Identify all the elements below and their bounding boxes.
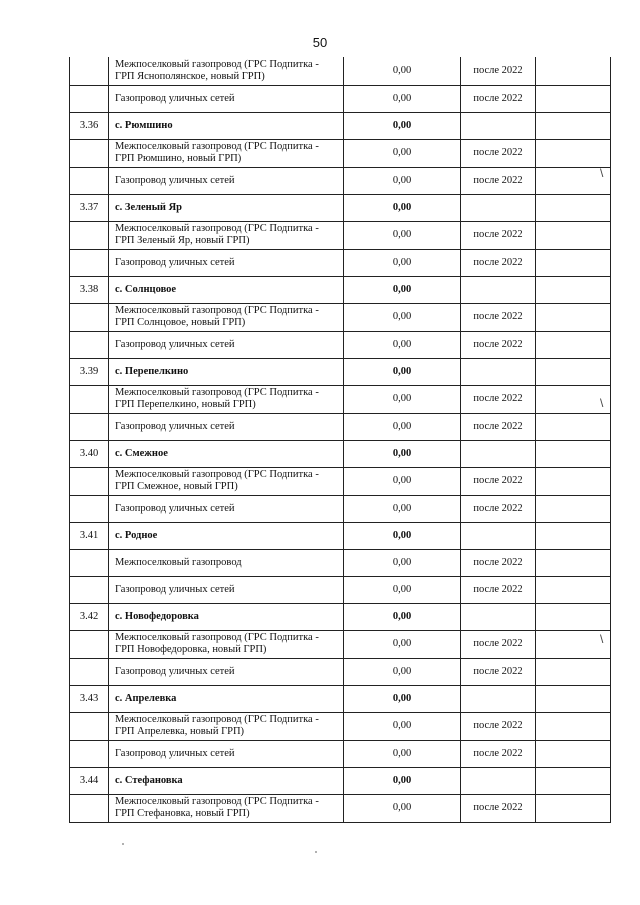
- pipeline-row: [70, 85, 611, 112]
- scan-mark: \: [600, 396, 604, 410]
- row-empty-cell: [536, 139, 611, 167]
- row-value: 0,00: [344, 167, 461, 194]
- row-name: Газопровод уличных сетей: [109, 658, 344, 685]
- row-value: 0,00: [344, 57, 461, 85]
- row-number: 3.43: [70, 685, 109, 712]
- row-name: Межпоселковый газопровод (ГРС Подпитка - ГРП Смежное, новый ГРП): [109, 467, 344, 495]
- pipeline-row: [70, 576, 611, 603]
- pipeline-row: [70, 139, 611, 167]
- row-year: после 2022: [461, 576, 536, 603]
- row-name: Газопровод уличных сетей: [109, 495, 344, 522]
- row-name: Межпоселковый газопровод (ГРС Подпитка - ГРП Новофедоровка, новый ГРП): [109, 630, 344, 658]
- pipeline-row: [70, 467, 611, 495]
- row-year: после 2022: [461, 57, 536, 85]
- settlement-row: [70, 112, 611, 139]
- row-value: 0,00: [344, 85, 461, 112]
- row-empty-cell: [536, 603, 611, 630]
- row-year: после 2022: [461, 630, 536, 658]
- row-name: с. Апрелевка: [109, 685, 344, 712]
- row-number: [70, 467, 109, 495]
- row-number: [70, 221, 109, 249]
- row-year: [461, 440, 536, 467]
- row-empty-cell: [536, 767, 611, 794]
- row-year: после 2022: [461, 413, 536, 440]
- pipeline-row: [70, 385, 611, 413]
- row-value: 0,00: [344, 440, 461, 467]
- row-number: 3.36: [70, 112, 109, 139]
- row-value: 0,00: [344, 276, 461, 303]
- scan-dot: [122, 843, 124, 845]
- row-number: [70, 303, 109, 331]
- pipeline-row: [70, 167, 611, 194]
- settlement-row: [70, 522, 611, 549]
- settlement-row: [70, 358, 611, 385]
- row-name: с. Новофедоровка: [109, 603, 344, 630]
- row-name: Межпоселковый газопровод (ГРС Подпитка - ГРП Перепелкино, новый ГРП): [109, 385, 344, 413]
- row-number: 3.44: [70, 767, 109, 794]
- row-number: 3.42: [70, 603, 109, 630]
- row-value: 0,00: [344, 522, 461, 549]
- pipeline-row: [70, 413, 611, 440]
- settlement-row: [70, 685, 611, 712]
- row-empty-cell: [536, 221, 611, 249]
- row-name: Межпоселковый газопровод: [109, 549, 344, 576]
- row-name: с. Родное: [109, 522, 344, 549]
- row-number: 3.38: [70, 276, 109, 303]
- row-number: [70, 794, 109, 822]
- row-number: [70, 576, 109, 603]
- scan-mark: \: [600, 632, 604, 646]
- settlement-row: [70, 440, 611, 467]
- row-number: [70, 249, 109, 276]
- row-name: Межпоселковый газопровод (ГРС Подпитка - ГРП Стефановка, новый ГРП): [109, 794, 344, 822]
- row-number: [70, 630, 109, 658]
- row-year: после 2022: [461, 167, 536, 194]
- row-value: 0,00: [344, 549, 461, 576]
- scan-dot: [315, 851, 317, 853]
- row-empty-cell: [536, 85, 611, 112]
- row-empty-cell: [536, 249, 611, 276]
- row-year: [461, 112, 536, 139]
- row-empty-cell: [536, 303, 611, 331]
- row-year: [461, 358, 536, 385]
- row-empty-cell: [536, 794, 611, 822]
- row-year: [461, 522, 536, 549]
- pipeline-row: [70, 303, 611, 331]
- row-number: [70, 57, 109, 85]
- row-year: после 2022: [461, 549, 536, 576]
- row-value: 0,00: [344, 331, 461, 358]
- row-empty-cell: [536, 576, 611, 603]
- row-name: с. Зеленый Яр: [109, 194, 344, 221]
- row-number: [70, 740, 109, 767]
- pipeline-row: [70, 331, 611, 358]
- row-value: 0,00: [344, 358, 461, 385]
- row-empty-cell: [536, 194, 611, 221]
- settlement-row: [70, 276, 611, 303]
- row-year: [461, 276, 536, 303]
- row-year: [461, 194, 536, 221]
- row-empty-cell: [536, 276, 611, 303]
- row-number: [70, 85, 109, 112]
- row-value: 0,00: [344, 603, 461, 630]
- row-year: после 2022: [461, 794, 536, 822]
- row-value: 0,00: [344, 249, 461, 276]
- row-number: 3.40: [70, 440, 109, 467]
- row-value: 0,00: [344, 740, 461, 767]
- row-number: [70, 331, 109, 358]
- row-empty-cell: [536, 658, 611, 685]
- row-name: Газопровод уличных сетей: [109, 249, 344, 276]
- row-year: после 2022: [461, 712, 536, 740]
- row-empty-cell: [536, 467, 611, 495]
- pipeline-row: [70, 495, 611, 522]
- row-name: Газопровод уличных сетей: [109, 167, 344, 194]
- row-name: с. Смежное: [109, 440, 344, 467]
- pipeline-row: [70, 249, 611, 276]
- row-empty-cell: [536, 712, 611, 740]
- row-name: Газопровод уличных сетей: [109, 331, 344, 358]
- row-year: после 2022: [461, 249, 536, 276]
- row-empty-cell: [536, 740, 611, 767]
- pipeline-row: [70, 221, 611, 249]
- row-value: 0,00: [344, 712, 461, 740]
- row-year: после 2022: [461, 658, 536, 685]
- row-empty-cell: [536, 57, 611, 85]
- row-value: 0,00: [344, 794, 461, 822]
- row-empty-cell: [536, 685, 611, 712]
- row-empty-cell: [536, 495, 611, 522]
- row-value: 0,00: [344, 221, 461, 249]
- row-year: после 2022: [461, 385, 536, 413]
- row-value: 0,00: [344, 194, 461, 221]
- row-name: Межпоселковый газопровод (ГРС Подпитка - ГРП Яснополянское, новый ГРП): [109, 57, 344, 85]
- row-year: [461, 685, 536, 712]
- table-body: [70, 57, 611, 822]
- row-value: 0,00: [344, 112, 461, 139]
- pipeline-row: [70, 57, 611, 85]
- pipeline-row: [70, 658, 611, 685]
- row-value: 0,00: [344, 685, 461, 712]
- row-name: с. Солнцовое: [109, 276, 344, 303]
- settlement-row: [70, 603, 611, 630]
- gas-pipeline-table: [69, 57, 611, 823]
- row-name: с. Стефановка: [109, 767, 344, 794]
- row-year: после 2022: [461, 303, 536, 331]
- row-empty-cell: [536, 522, 611, 549]
- row-number: [70, 413, 109, 440]
- row-name: Газопровод уличных сетей: [109, 413, 344, 440]
- row-number: [70, 658, 109, 685]
- row-name: Газопровод уличных сетей: [109, 740, 344, 767]
- row-value: 0,00: [344, 658, 461, 685]
- row-name: с. Перепелкино: [109, 358, 344, 385]
- row-number: [70, 139, 109, 167]
- row-year: после 2022: [461, 467, 536, 495]
- pipeline-row: [70, 712, 611, 740]
- row-value: 0,00: [344, 495, 461, 522]
- row-number: 3.39: [70, 358, 109, 385]
- row-name: с. Рюмшино: [109, 112, 344, 139]
- row-value: 0,00: [344, 303, 461, 331]
- row-value: 0,00: [344, 385, 461, 413]
- row-value: 0,00: [344, 767, 461, 794]
- row-year: после 2022: [461, 331, 536, 358]
- pipeline-row: [70, 740, 611, 767]
- row-empty-cell: [536, 440, 611, 467]
- row-year: после 2022: [461, 85, 536, 112]
- settlement-row: [70, 767, 611, 794]
- row-name: Межпоселковый газопровод (ГРС Подпитка - ГРП Солнцовое, новый ГРП): [109, 303, 344, 331]
- row-value: 0,00: [344, 467, 461, 495]
- row-number: [70, 549, 109, 576]
- row-value: 0,00: [344, 413, 461, 440]
- row-year: [461, 767, 536, 794]
- row-year: [461, 603, 536, 630]
- row-empty-cell: [536, 112, 611, 139]
- row-name: Межпоселковый газопровод (ГРС Подпитка - ГРП Зеленый Яр, новый ГРП): [109, 221, 344, 249]
- page-number: 50: [312, 35, 328, 50]
- row-number: [70, 167, 109, 194]
- settlement-row: [70, 194, 611, 221]
- row-empty-cell: [536, 413, 611, 440]
- row-number: [70, 495, 109, 522]
- scan-mark: \: [600, 166, 604, 180]
- row-name: Газопровод уличных сетей: [109, 85, 344, 112]
- row-name: Газопровод уличных сетей: [109, 576, 344, 603]
- row-value: 0,00: [344, 576, 461, 603]
- row-name: Межпоселковый газопровод (ГРС Подпитка - ГРП Апрелевка, новый ГРП): [109, 712, 344, 740]
- row-number: 3.37: [70, 194, 109, 221]
- row-year: после 2022: [461, 495, 536, 522]
- row-year: после 2022: [461, 740, 536, 767]
- row-year: после 2022: [461, 139, 536, 167]
- row-empty-cell: [536, 549, 611, 576]
- pipeline-row: [70, 794, 611, 822]
- row-number: [70, 385, 109, 413]
- row-number: [70, 712, 109, 740]
- pipeline-row: [70, 630, 611, 658]
- row-empty-cell: [536, 331, 611, 358]
- row-number: 3.41: [70, 522, 109, 549]
- row-value: 0,00: [344, 139, 461, 167]
- pipeline-row: [70, 549, 611, 576]
- row-empty-cell: [536, 358, 611, 385]
- row-name: Межпоселковый газопровод (ГРС Подпитка - ГРП Рюмшино, новый ГРП): [109, 139, 344, 167]
- row-value: 0,00: [344, 630, 461, 658]
- row-year: после 2022: [461, 221, 536, 249]
